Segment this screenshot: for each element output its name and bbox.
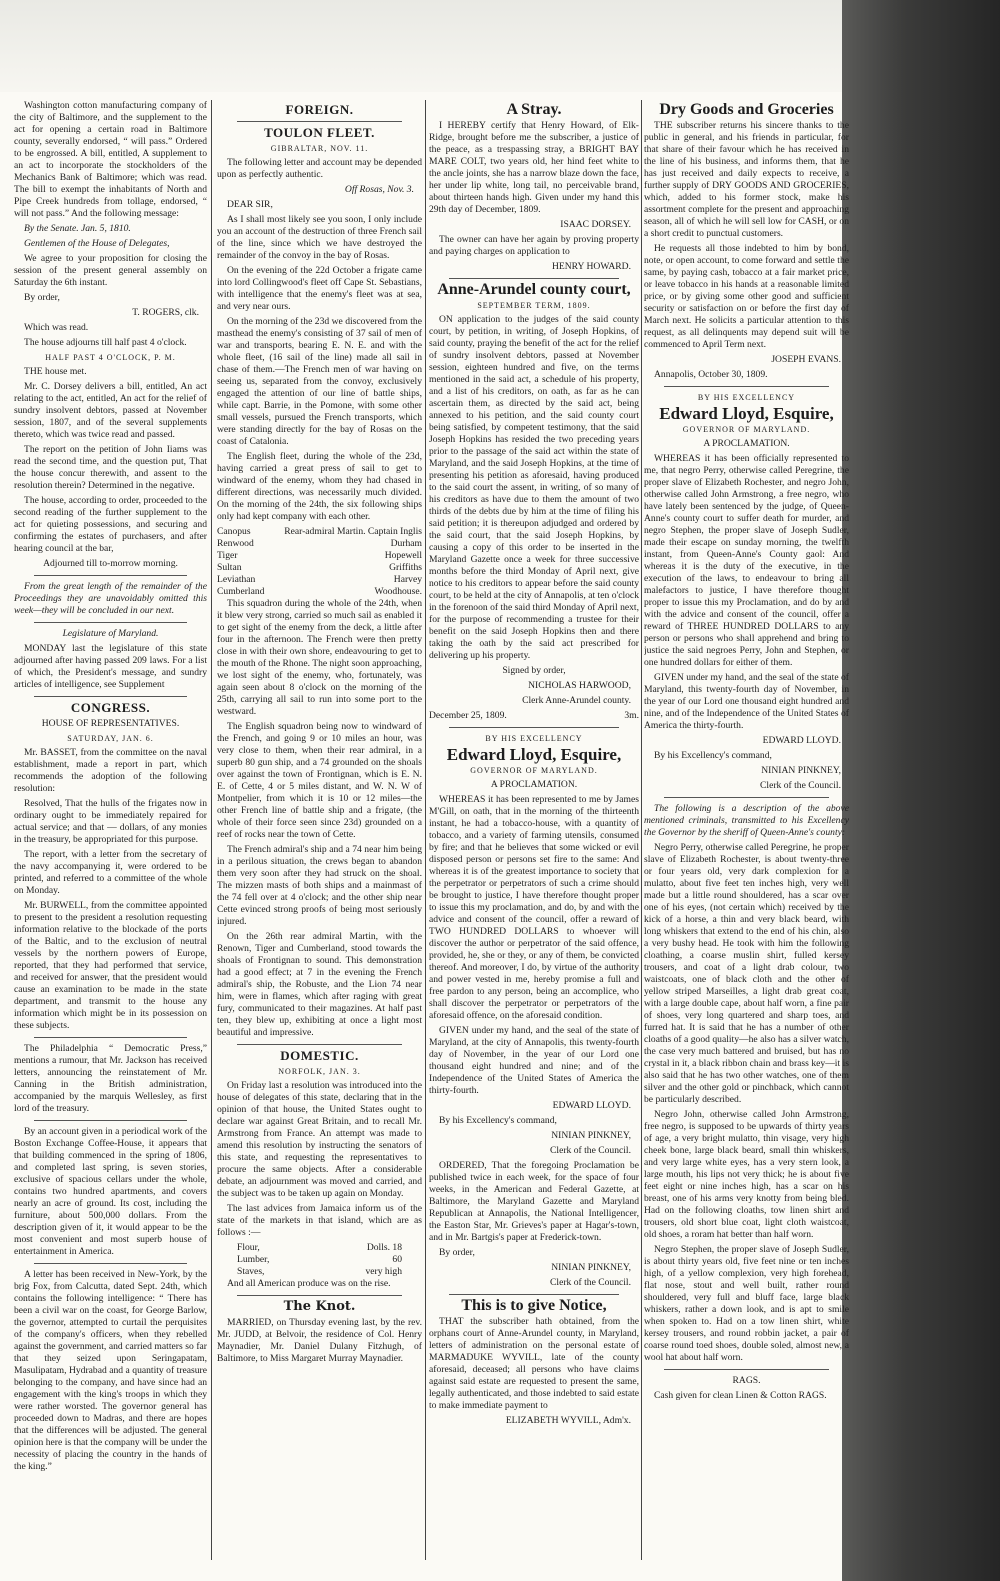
market-row-label: Staves,: [237, 1266, 265, 1277]
signature: JOSEPH EVANS.: [771, 354, 841, 365]
ad-heading: Anne-Arundel county court,: [437, 281, 631, 298]
divider: [664, 797, 829, 798]
column-2: [217, 100, 422, 1560]
ad-date: Annapolis, October 30, 1809.: [654, 369, 768, 380]
divider: [34, 1120, 187, 1121]
article-text: A letter has been received in New-York, by the brig Fox, from Calcutta, dated Sept. 24th, which contains the following intelligence: “ There has been a civil war on the coast, for George Barlow, the governor, attempted to curtail the perquisites of the company's officers, when they rebelled against the government, and carried matters so far that they seized upon Seringapatam, Masulipatam, Hydrabad and a quantity of treasure belonging to the company, and have since had an engagement with the king's troops in which they were rather worsted. The governor general has proceeded down to Madras, and there are hopes that the differences will be adjusted. The general opinion here is that the company will be under the necessity of placing the country in the hands of the king.”: [14, 1269, 207, 1472]
dateline: Off Rosas, Nov. 3.: [344, 184, 414, 195]
proclamation-text: GIVEN under my hand, and the seal of the state of Maryland, at the city of Annapolis, this twenty-fourth day of November, in the year of our Lord one thousand eight hundred and nine; and of the Independence of the United States of America the thirty-fourth.: [429, 1025, 639, 1096]
signature-line: By his Excellency's command,: [654, 750, 772, 761]
time-heading: HALF PAST 4 O'CLOCK, P. M.: [45, 353, 176, 362]
proclamation-text: ORDERED, That the foregoing Proclamation be published twice in each week, for the space of four weeks, in the American and Federal Gazette, at Baltimore, the Maryland Gazette and Maryland Republican at Annapolis, the National Intelligencer, the Easton Star, Mr. Grieves's paper at Hagar's-town, and in Mr. Bartgis's paper at Frederick-town.: [429, 1160, 639, 1243]
editor-note: From the great length of the remainder of the Proceedings they are unavoidably omitted this week—they will be concluded in our next.: [14, 581, 207, 616]
sub-heading: A PROCLAMATION.: [703, 438, 790, 449]
ad-date: December 25, 1809.: [429, 710, 507, 721]
signature-line: Signed by order,: [502, 665, 566, 676]
description-intro: The following is a description of the above mentioned criminals, transmitted to his Excellency the Governor by the sheriff of Queen-Anne's county:: [644, 803, 849, 838]
ad-heading: RAGS.: [732, 1375, 761, 1386]
ad-text: THE subscriber returns his sincere thanks to the public in general, and his friends in particular, for that share of their favour which he has received in the line of his business, and informs them, that he has just received and daily expects to receive, a further supply of DRY GOODS AND GROCERIES, which, added to his former stock, make his assortment complete for the present and approaching season, all of which he will sell low for CASH, or on a short credit to punctual customers.: [644, 120, 849, 239]
salutation: Gentlemen of the House of Delegates,: [24, 238, 170, 249]
article-text: The house adjourns till half past 4 o'clock.: [24, 337, 187, 348]
signature-title: Clerk Anne-Arundel county.: [522, 695, 631, 706]
sub-heading: A PROCLAMATION.: [490, 779, 578, 790]
signature-line: By order,: [24, 292, 60, 303]
binding-spine: [842, 0, 1000, 1581]
ad-text: Cash given for clean Linen & Cotton RAGS.: [654, 1390, 827, 1401]
article-text: As I shall most likely see you soon, I only include you an account of the destruction of three French sail of the line, since which we have destroyed the remainder of the convoy in the bay of Rosas.: [217, 214, 422, 261]
signature: NINIAN PINKNEY,: [551, 1262, 631, 1273]
proclamation-text: WHEREAS it has been officially represented to me, that negro Perry, otherwise called Peregrine, the proper slave of Elizabeth Rochester, and negro John, otherwise called John Armstrong, a free negro, who have lately been sentenced by the judge, of Queen-Anne's county court to suffer death for murder, and negro Stephen, the proper slave of Joseph Sudler, made their escape on sunday morning, the twelfth instant, from Queen-Anne's County gaol: And whereas it is the duty of the executive, in the execution of the laws, to endeavour to bring all malefactors to justice, I have therefore thought proper to issue this my Proclamation, and do by and with the advice and consent of the council, offer a reward of THREE HUNDRED DOLLARS to any person or persons who shall apprehend and bring to justice the said negroes Perry, John and Stephen, or one hundred dollars for either of them.: [644, 453, 849, 668]
ad-run: 3m.: [624, 710, 639, 721]
divider: [237, 121, 402, 122]
section-heading: DOMESTIC.: [280, 1048, 359, 1063]
divider: [449, 727, 619, 728]
ship-row: [217, 574, 422, 586]
ship-row-value: Woodhouse.: [374, 586, 422, 597]
article-text: Washington cotton manufacturing company of the city of Baltimore, and the supplement to the act for opening a certain road in Baltimore county, severally endorsed, “ will pass.” Ordered to be engrossed. A bill, entitled, A supplement to an act to incorporate the stockholders of the Mechanics Bank of Baltimore; which was read. The bill to exempt the inhabitants of North and Pipe Creek hundreds from tollage, endorsed, “ will not pass.” And the following message:: [14, 100, 207, 219]
signature: ISAAC DORSEY.: [560, 219, 631, 230]
market-row-label: Lumber,: [237, 1254, 270, 1265]
article-text: On the morning of the 23d we discovered from the masthead the enemy's consisting of 37 sail of men of war and transports, bearing E. N. E. and with the whole fleet, (16 sail of the line) made all sail in chase of them.—The French men of war having on seeing us, separated from the convoy, exclusively engaged the attention of our line of battle ships, while capt. Barrie, in the Pomone, with some other small vessels, pursued the French transports, which were standing directly for the bay of Rosas on the coast of Catalonia.: [217, 316, 422, 447]
column-rule: [425, 100, 426, 1560]
ad-footer: [429, 710, 639, 722]
column-3: [429, 100, 639, 1560]
article-text: Mr. C. Dorsey delivers a bill, entitled, An act relating to the act, entitled, An act for the relief of sundry insolvent debtors, passed at November session, 1807, and of the several supplements thereto, which was twice read and passed.: [14, 381, 207, 440]
ad-heading: Dry Goods and Groceries: [659, 101, 834, 118]
dateline: NORFOLK, JAN. 3.: [278, 1067, 361, 1076]
proclamation-text: GIVEN under my hand, and the seal of the state of Maryland, this twenty-fourth day of November, in the year of our Lord one thousand eight hundred and nine, and of the Independence of the United States of America the thirty-fourth.: [644, 672, 849, 731]
divider: [449, 1294, 619, 1295]
ship-row: [217, 586, 422, 598]
article-text: Mr. BASSET, from the committee on the naval establishment, made a report in part, which recommends the adoption of the following resolution:: [14, 747, 207, 794]
signature: T. ROGERS, clk.: [132, 307, 199, 318]
heading-kicker: BY HIS EXCELLENCY: [485, 734, 583, 743]
description-text: Negro John, otherwise called John Armstrong, free negro, is supposed to be upwards of thirty years of age, a very bright mulatto, thin visage, very high cheek bone, large black beard, small thin whiskers, and very large white eyes, has a very stern look, a large mouth, his lips not very thick; he is about five feet eight or nine inches high, has a scar on his breast, one of his arms very knotty from being bled. Had on the following cloaths, tow linen shirt and trousers, old short blue coat, light cloth waistcoat, old shoes, a roram hat better than half worn.: [644, 1109, 849, 1240]
ship-row-value: Hopewell: [384, 550, 422, 561]
article-text: By an account given in a periodical work of the Boston Exchange Coffee-House, it appears that that building commenced in the spring of 1806, and completed last spring, is seven stories, exclusive of spacious cellars under the whole, contains two hundred apartments, and covers nearly an acre of ground. Its cost, including the furniture, about 500,000 dollars. From the description given of it, it would appear to be the most convenient and most superb house of entertainment in America.: [14, 1126, 207, 1257]
column-1: [14, 100, 207, 1560]
signature: NINIAN PINKNEY,: [761, 765, 841, 776]
column-rule: [211, 100, 212, 1560]
ship-captain: Rear-admiral Martin. Captain Inglis: [284, 526, 422, 537]
divider: [34, 1263, 187, 1264]
heading-kicker: BY HIS EXCELLENCY: [697, 393, 796, 402]
divider: [34, 622, 187, 623]
column-rule: [641, 100, 642, 1560]
article-text: The English squadron being now to windward of the French, and going 9 or 10 miles an hour, was very close to them, when their rear admiral, in a superb 80 gun ship, and a 74 grounded on the shoals over against the town of Frontignan, which is E. N. E. of Cette, 4 or 5 miles distant, and W. N. W of Montpelier, from which it is 10 or 12 miles—the other French line of battle ship and a frigate, (the whole of their force seen since 23d) grounded on a reef of rocks near the town of Cette.: [217, 721, 422, 840]
dateline: SEPTEMBER TERM, 1809.: [477, 301, 591, 310]
ships-header: [217, 526, 422, 538]
article-text: Mr. BURWELL, from the committee appointed to present to the president a resolution requesting information relative to the blockade of the ports of the Baltic, and to the exclusion of neutral vessels by the northern powers of Europe, reported, that they had performed that service, and received for answer, that the president would cause an examination to be made in the state department, and transmit to the house any information which might be in its possession on these subjects.: [14, 900, 207, 1031]
ship-row: [217, 562, 422, 574]
article-text: Resolved, That the hulls of the frigates now in ordinary ought to be immediately repaired for actual service; and that — dollars, of any monies in the treasury, be appropriated for this purpose.: [14, 798, 207, 845]
signature-title: Clerk of the Council.: [550, 1145, 631, 1156]
ad-heading: A Stray.: [506, 101, 562, 118]
ship-row-value: Harvey: [393, 574, 422, 585]
ship-name: Canopus: [217, 526, 251, 537]
dateline: By the Senate. Jan. 5, 1810.: [24, 223, 131, 234]
dateline: GIBRALTAR, NOV. 11.: [270, 144, 369, 153]
signature: NINIAN PINKNEY,: [551, 1130, 631, 1141]
divider: [664, 1369, 829, 1370]
description-text: Negro Perry, otherwise called Peregrine, he proper slave of Elizabeth Rochester, is about twenty-three or four years old, very dark complexion for a mulatto, about five feet ten inches high, very well made but a little round shouldered, has a scar over one of his eyes, (not certain which) received by the kick of a horse, a thin and very black beard, with long whiskers that extend to the end of his chin, also a very bushy head. He took with him the following cloathing, a coarse muslin shirt, fulled kersey trousers, and coat of a light drab colour, two waistcoats, one of black cloth and the other of yellow striped Marseilles, a light drab great coat, with a large double cape, about half worn, a fine pair of shoes, very long quartered and sharp toes, and furred hat. It is said that he has a number of other cloaths of a good quality—he also has a silver watch, the case very much battered and bruised, but has no crystal in it, a black ribbon chain and brass key—it is also said that he has two other watches, one of them silver and the other gold or pinchback, which cannot be particularly described.: [644, 842, 849, 1105]
article-text: The house, according to order, proceeded to the second reading of the further supplement to the act for quieting possessions, and securing and confirming the estates of purchasers, and after hearing council at the bar,: [14, 495, 207, 554]
article-text: And all American produce was on the rise.: [227, 1278, 391, 1289]
dateline: SATURDAY, JAN. 6.: [67, 734, 154, 743]
article-text: The English fleet, during the whole of the 23d, having carried a great press of sail to get to windward of the enemy, whom they had chased in different directions, was necessarily much divided. On the morning of the 24th, the six following ships only had kept company with each other.: [217, 451, 422, 522]
ad-text: I HEREBY certify that Henry Howard, of Elk-Ridge, brought before me the subscriber, a justice of the peace, as a trespassing stray, a BRIGHT BAY MARE COLT, two years old, her hind feet white to the ancle joints, she has a narrow blaze down the face, her under lip white, long tail, no perceivable brand, about thirteen hands high. Given under my hand this 29th day of December, 1809.: [429, 120, 639, 215]
ad-heading: This is to give Notice,: [461, 1297, 607, 1314]
signature-title: Clerk of the Council.: [550, 1277, 631, 1288]
market-row-value: Dolls. 18: [366, 1242, 402, 1253]
market-row: [237, 1242, 402, 1254]
article-text: THE house met.: [24, 366, 87, 377]
ad-text: THAT the subscriber hath obtained, from the orphans court of Anne-Arundel county, in Maryland, letters of administration on the personal estate of MARMADUKE WYVILL, late of the county aforesaid, deceased; all persons who have claims against said estate are requested to present the same, legally authenticated, and those indebted to said estate to make immediate payment to: [429, 1316, 639, 1411]
ad-text: ON application to the judges of the said county court, by petition, in writing, of Joseph Hopkins, of said county, praying the benefit of the act for the relief of sundry insolvent debtors, passed at November session, eighteen hundred and five, on the terms mentioned in the said act, a schedule of his property, and a list of his creditors, on oath, as far as he can ascertain them, as directed by the said act, being annexed to his petition, and the said county court being satisfied, by competent testimony, that the said Joseph Hopkins has resided the two preceding years prior to the passage of the said act within the state of Maryland, and the said Joseph Hopkins, at the time of presenting his petition as aforesaid, having produced to the said court the assent, in writing, of so many of his creditors as have due to them the amount of two thirds of the debts due by him at the time of filing his said petition; it is thereupon adjudged and ordered by the said court, that the said Joseph Hopkins, by causing a copy of this order to be inserted in the Maryland Gazette once a week for three successive months before the third Monday of April next, give notice to his creditors to appear before the said county court, to be held at the city of Annapolis, at ten o'clock in the forenoon of the said third Monday of April next, for the purpose of recommending a trustee for their benefit on the said Joseph Hopkins then and there taking the oath by the said act prescribed for delivering up his property.: [429, 314, 639, 661]
signature: EDWARD LLOYD.: [552, 1100, 631, 1111]
ship-row-label: Leviathan: [217, 574, 256, 585]
salutation: DEAR SIR,: [227, 199, 273, 210]
article-text: This squadron during the whole of the 24th, when it blew very strong, carried so much sail as enabled it to get sight of the enemy from the deck, a little after four in the afternoon. The French were then pretty close in with their own shore, endeavouring to get to the mouth of the Rhone. The night soon approaching, we lost sight of the enemy, who, fortunately, was again seen about 8 o'clock on the morning of the 25th, carrying all sail to run into some port to the westward.: [217, 598, 422, 717]
section-heading: The Knot.: [283, 1299, 356, 1314]
proclamation-text: WHEREAS it has been represented to me by James M'Gill, on oath, that in the morning of the thirteenth instant, he had a tobacco-house, with a quantity of tobacco, and a variety of farming utensils, consumed by fire; and that he believes that some wicked or evil disposed person or persons set fire to the same: And whereas it is of the greatest importance to society that the perpetrator or perpetrators of such a crime should be brought to justice, I have therefore thought proper to issue this my proclamation, and do, by and with the advice and consent of the council, offer a reward of TWO HUNDRED DOLLARS to whoever will discover the author or perpetrator of the said offence, provided, he, she or they, or any of them, be convicted thereof. And moreover, I do, by virtue of the authority and power vested in me, hereby promise a full and free pardon to any person, being an accomplice, who shall discover the perpetrator or perpetrators of the aforesaid offence, on the aforesaid condition.: [429, 794, 639, 1021]
ship-row-label: Tiger: [217, 550, 238, 561]
article-text: The report, with a letter from the secretary of the navy accompanying it, were ordered to be printed, and referred to a committee of the whole on Monday.: [14, 849, 207, 896]
divider: [664, 386, 829, 387]
divider: [449, 278, 619, 279]
article-text: The French admiral's ship and a 74 near him being in a perilous situation, the crews began to abandon them very soon after they had struck on the shoal. The mizzen masts of both ships and a mainmast of the 74 fell over at 4 o'clock; and the other ship near Cette evinced strong proofs of being most seriously injured.: [217, 844, 422, 927]
divider: [34, 696, 187, 697]
proclamation-heading: Edward Lloyd, Esquire,: [446, 745, 622, 764]
proclamation-heading: Edward Lloyd, Esquire,: [659, 404, 834, 423]
market-row-label: Flour,: [237, 1242, 260, 1253]
ship-row-value: Durham: [390, 538, 422, 549]
article-text: The Philadelphia “ Democratic Press,” mentions a rumour, that Mr. Jackson has received letters, announcing the reinstatement of Mr. Canning in the British administration, accompanied by the marquis Wellesley, as first lord of the treasury.: [14, 1043, 207, 1114]
article-text: Which was read.: [24, 322, 89, 333]
section-heading: Legislature of Maryland.: [62, 628, 159, 639]
markets-list: [217, 1242, 422, 1278]
section-heading: CONGRESS.: [70, 700, 151, 715]
sub-heading: GOVERNOR OF MARYLAND.: [682, 425, 811, 434]
section-heading: FOREIGN.: [285, 102, 354, 117]
ship-row: [217, 550, 422, 562]
market-row-value: very high: [365, 1266, 402, 1277]
ad-text: He requests all those indebted to him by bond, note, or open account, to come forward and settle the same, by paying cash, tobacco at a fair market price, or leave tobacco in his hands at a reasonable limited price, or by giving some other good and sufficient security or satisfaction on or before the first day of March next. He solicits a particular attention to this request, as all delinquents may depend suit will be commenced to April Term next.: [644, 243, 849, 350]
article-text: The following letter and account may be depended upon as perfectly authentic.: [217, 157, 422, 180]
column-4: [644, 100, 849, 1560]
signature: ELIZABETH WYVILL, Adm'x.: [505, 1415, 631, 1426]
article-text: The last advices from Jamaica inform us of the state of the markets in that island, which are as follows :—: [217, 1203, 422, 1238]
signature-line: By his Excellency's command,: [439, 1115, 557, 1126]
signature: HENRY HOWARD.: [551, 261, 631, 272]
article-text: We agree to your proposition for closing the session of the present general assembly on Saturday the 6th instant.: [14, 253, 207, 288]
sub-heading: GOVERNOR OF MARYLAND.: [470, 766, 598, 775]
signature: EDWARD LLOYD.: [762, 735, 841, 746]
signature-title: Clerk of the Council.: [760, 780, 841, 791]
ship-row-label: Renwood: [217, 538, 254, 549]
article-text: The report on the petition of John Iiams was read the second time, and the question put, That the house concur therewith, and assent to the resolution therein? Determined in the negative.: [14, 444, 207, 491]
divider: [237, 1044, 402, 1045]
article-text: On Friday last a resolution was introduced into the house of delegates of this state, declaring that in the opinion of that house, the United States ought to declare war against Great Britain, and to recall Mr. Armstrong from France. An attempt was made to amend this resolution by instructing the senators of this state, and requesting the representatives to procure the same objects. After a considerable debate, an adjournment was moved and carried, and the subject was to be taken up again on Monday.: [217, 1080, 422, 1199]
ship-row: [217, 538, 422, 550]
market-row: [237, 1254, 402, 1266]
article-text: MARRIED, on Thursday evening last, by the rev. Mr. JUDD, at Belvoir, the residence of Col. Henry Maynadier, Mr. Daniel Dulany Fitzhugh, of Baltimore, to Miss Margaret Murray Maynadier.: [217, 1317, 422, 1364]
article-text: On the evening of the 22d October a frigate came into lord Collingwood's fleet off Cape St. Sebastians, with intelligence that the enemy's fleet was at sea, and very near ours.: [217, 265, 422, 312]
divider: [34, 1037, 187, 1038]
sub-heading: HOUSE OF REPRESENTATIVES.: [41, 718, 180, 729]
divider: [34, 575, 187, 576]
ship-row-label: Cumberland: [217, 586, 265, 597]
market-row: [237, 1266, 402, 1278]
divider: [237, 1295, 402, 1296]
signature: NICHOLAS HARWOOD,: [528, 680, 631, 691]
description-text: Negro Stephen, the proper slave of Joseph Sudler, is about thirty years old, five feet nine or ten inches high, of a yellow complexion, very high forehead, flat nose, stout and well built, rather round shouldered, very full and bluff face, large black whiskers, rather a down look, and is apt to smile when spoken to. Had on a tow linen shirt, white kersey trousers, and round robbin jacket, a pair of coarse round toed shoes, double soled, almost new, a wool hat about half worn.: [644, 1244, 849, 1363]
signature-line: By order,: [439, 1247, 475, 1258]
ship-row-value: Griffiths: [389, 562, 422, 573]
ships-list: [217, 538, 422, 598]
article-text: On the 26th rear admiral Martin, with the Renown, Tiger and Cumberland, stood towards the shoals of Frontignan to sound. This demonstration had a good effect; at 7 in the evening the French admiral's ship, the Robuste, and the Lion 74 near him, were in flames, which after raging with great fury, communicated to their magazines. At half past ten, they blew up, exhibiting at once a light most beautiful and impressive.: [217, 931, 422, 1038]
market-row-value: 60: [392, 1254, 402, 1265]
ad-text: The owner can have her again by proving property and paying charges on application to: [429, 234, 639, 257]
ship-row-label: Sultan: [217, 562, 242, 573]
article-text: MONDAY last the legislature of this state adjourned after having passed 209 laws. For a list of which, the President's message, and sundry articles of intelligence, see Supplement: [14, 643, 207, 690]
article-text: Adjourned till to-morrow morning.: [43, 558, 178, 569]
article-heading: TOULON FLEET.: [264, 125, 375, 140]
